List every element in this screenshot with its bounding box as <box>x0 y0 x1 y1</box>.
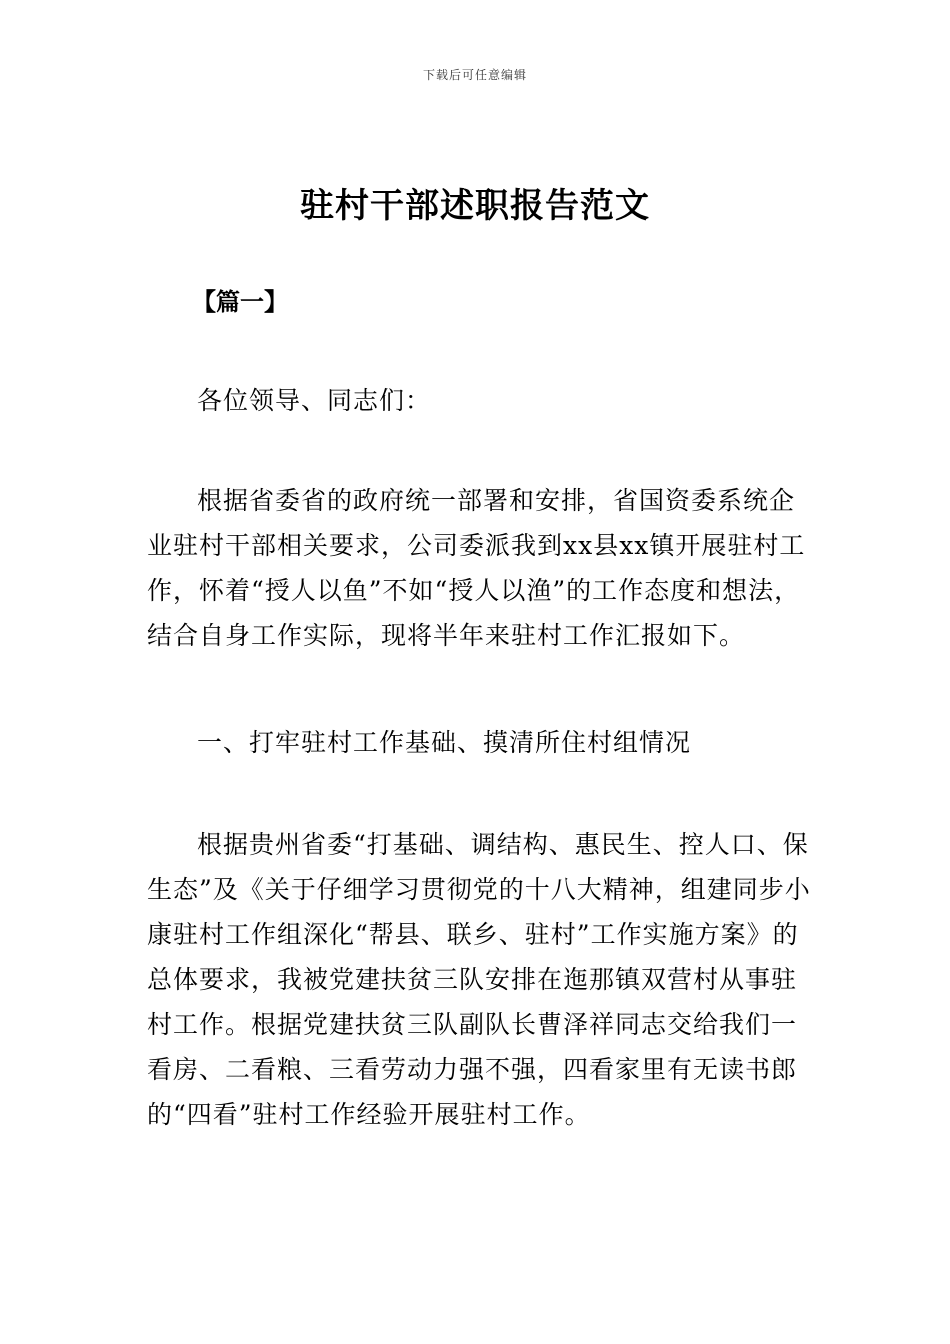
document-title: 驻村干部述职报告范文 <box>300 186 650 226</box>
section-heading-1: 一、打牢驻村工作基础、摸清所住村组情况 <box>197 728 692 757</box>
body-paragraph-2: 根据贵州省委“打基础、调结构、惠民生、控人口、保生态”及《关于仔细学习贯彻党的十八大精神，组建同步小康驻村工作组深化“帮县、联乡、驻村”工作实施方案》的总体要求，我被党建扶贫三队安排在迤那镇双营村从事驻村工作。根据党建扶贫三队副队长曹泽祥同志交给我们一看房、二看粮、三看劳动力强不强，四看家里有无读书郎的“四看”驻村工作经验开展驻村工作。 <box>147 830 811 1129</box>
section-tag: 【篇一】 <box>192 288 288 316</box>
greeting-paragraph: 各位领导、同志们： <box>197 386 432 415</box>
header-note: 下载后可任意编辑 <box>422 68 527 82</box>
body-paragraph-1: 根据省委省的政府统一部署和安排，省国资委系统企业驻村干部相关要求，公司委派我到xx县xx镇开展驻村工作，怀着“授人以鱼”不如“授人以渔”的工作态度和想法，结合自身工作实际，现将半年来驻村工作汇报如下。 <box>147 486 806 650</box>
